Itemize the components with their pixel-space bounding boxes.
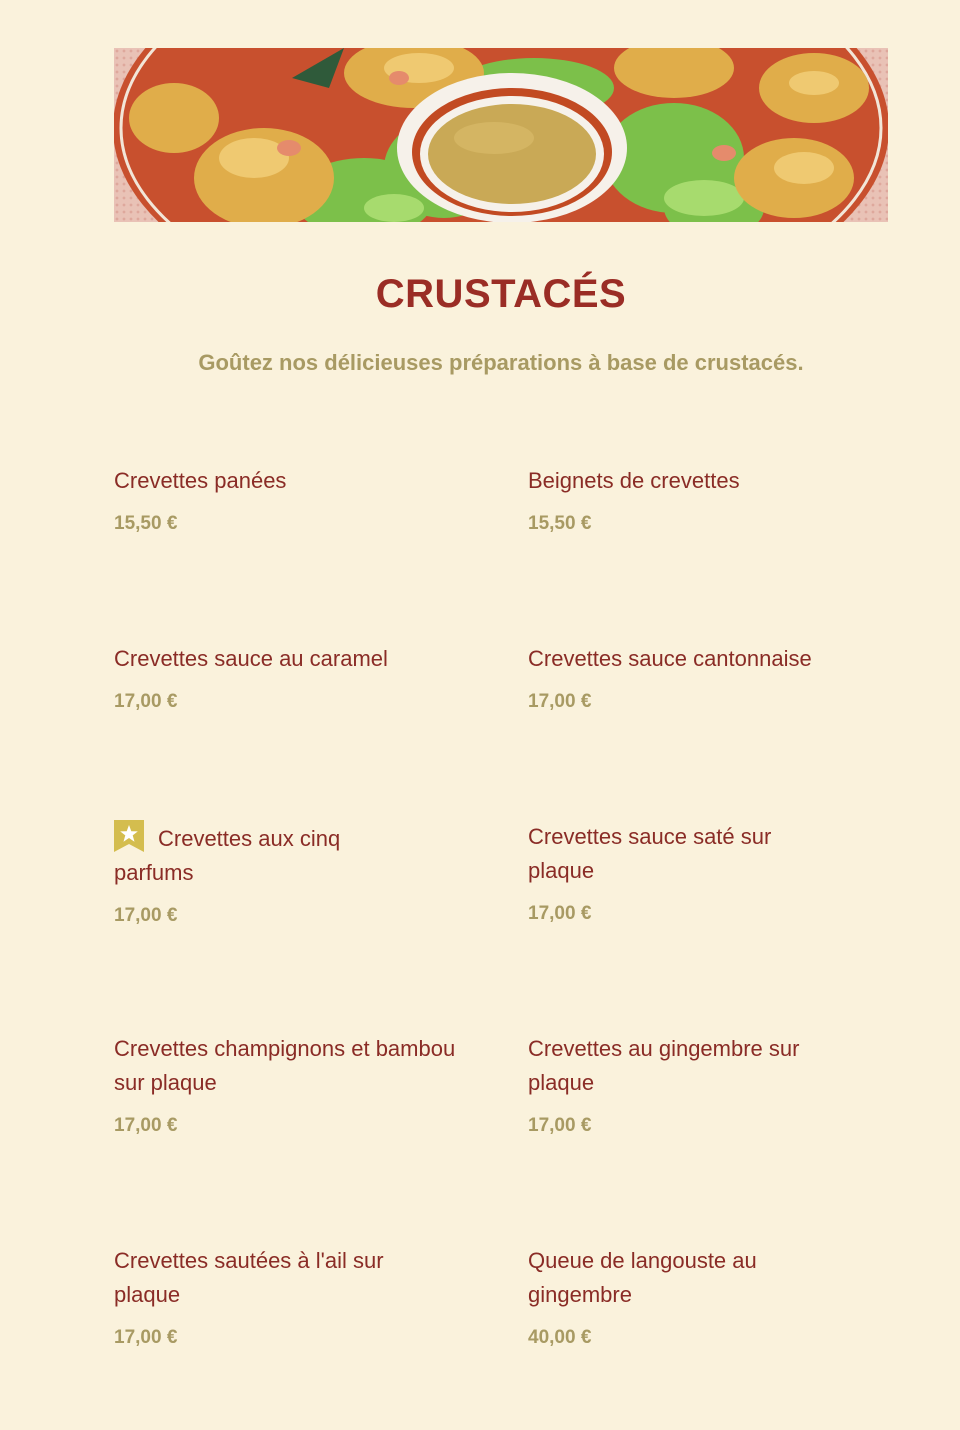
menu-item	[114, 1244, 414, 1350]
menu-item-name: Crevettes sauce saté sur plaque	[528, 824, 772, 883]
menu-item-name: Crevettes champignons et bambou sur plaque	[114, 1036, 456, 1095]
menu-item-name: Crevettes panées	[114, 468, 287, 493]
menu-item-name: Crevettes sauce cantonnaise	[528, 646, 812, 671]
menu-item	[114, 1032, 484, 1138]
menu-item	[114, 820, 364, 928]
menu-item-price: 15,50 €	[114, 513, 178, 534]
fried-shrimp-plate-image	[114, 48, 888, 222]
menu-item-name: Crevettes sauce au caramel	[114, 646, 388, 671]
menu-item	[528, 820, 788, 926]
menu-item	[114, 464, 484, 536]
menu-item-price: 17,00 €	[528, 1115, 592, 1136]
menu-item-name: Crevettes aux cinq parfums	[114, 826, 341, 885]
menu-item-price: 17,00 €	[528, 691, 592, 712]
menu-item-name: Crevettes sautées à l'ail sur plaque	[114, 1248, 384, 1307]
menu-item	[528, 1244, 788, 1350]
star-icon	[114, 820, 144, 852]
menu-item	[114, 642, 484, 714]
section-subtitle: Goûtez nos délicieuses préparations à base de crustacés.	[198, 350, 804, 375]
menu-item	[528, 464, 898, 536]
menu-item-name: Crevettes au gingembre sur plaque	[528, 1036, 800, 1095]
menu-item-name: Queue de langouste au gingembre	[528, 1248, 757, 1307]
banner-image	[114, 48, 888, 222]
menu-item	[528, 642, 898, 714]
menu-item-price: 17,00 €	[528, 903, 592, 924]
menu-item-price: 17,00 €	[114, 1327, 178, 1348]
section-title: CRUSTACÉS	[375, 272, 627, 316]
menu-item-name: Beignets de crevettes	[528, 468, 740, 493]
menu-item-price: 17,00 €	[114, 905, 178, 926]
menu-item-price: 17,00 €	[114, 691, 178, 712]
menu-item-price: 17,00 €	[114, 1115, 178, 1136]
menu-item	[528, 1032, 828, 1138]
menu-item-price: 40,00 €	[528, 1327, 592, 1348]
menu-item-price: 15,50 €	[528, 513, 592, 534]
